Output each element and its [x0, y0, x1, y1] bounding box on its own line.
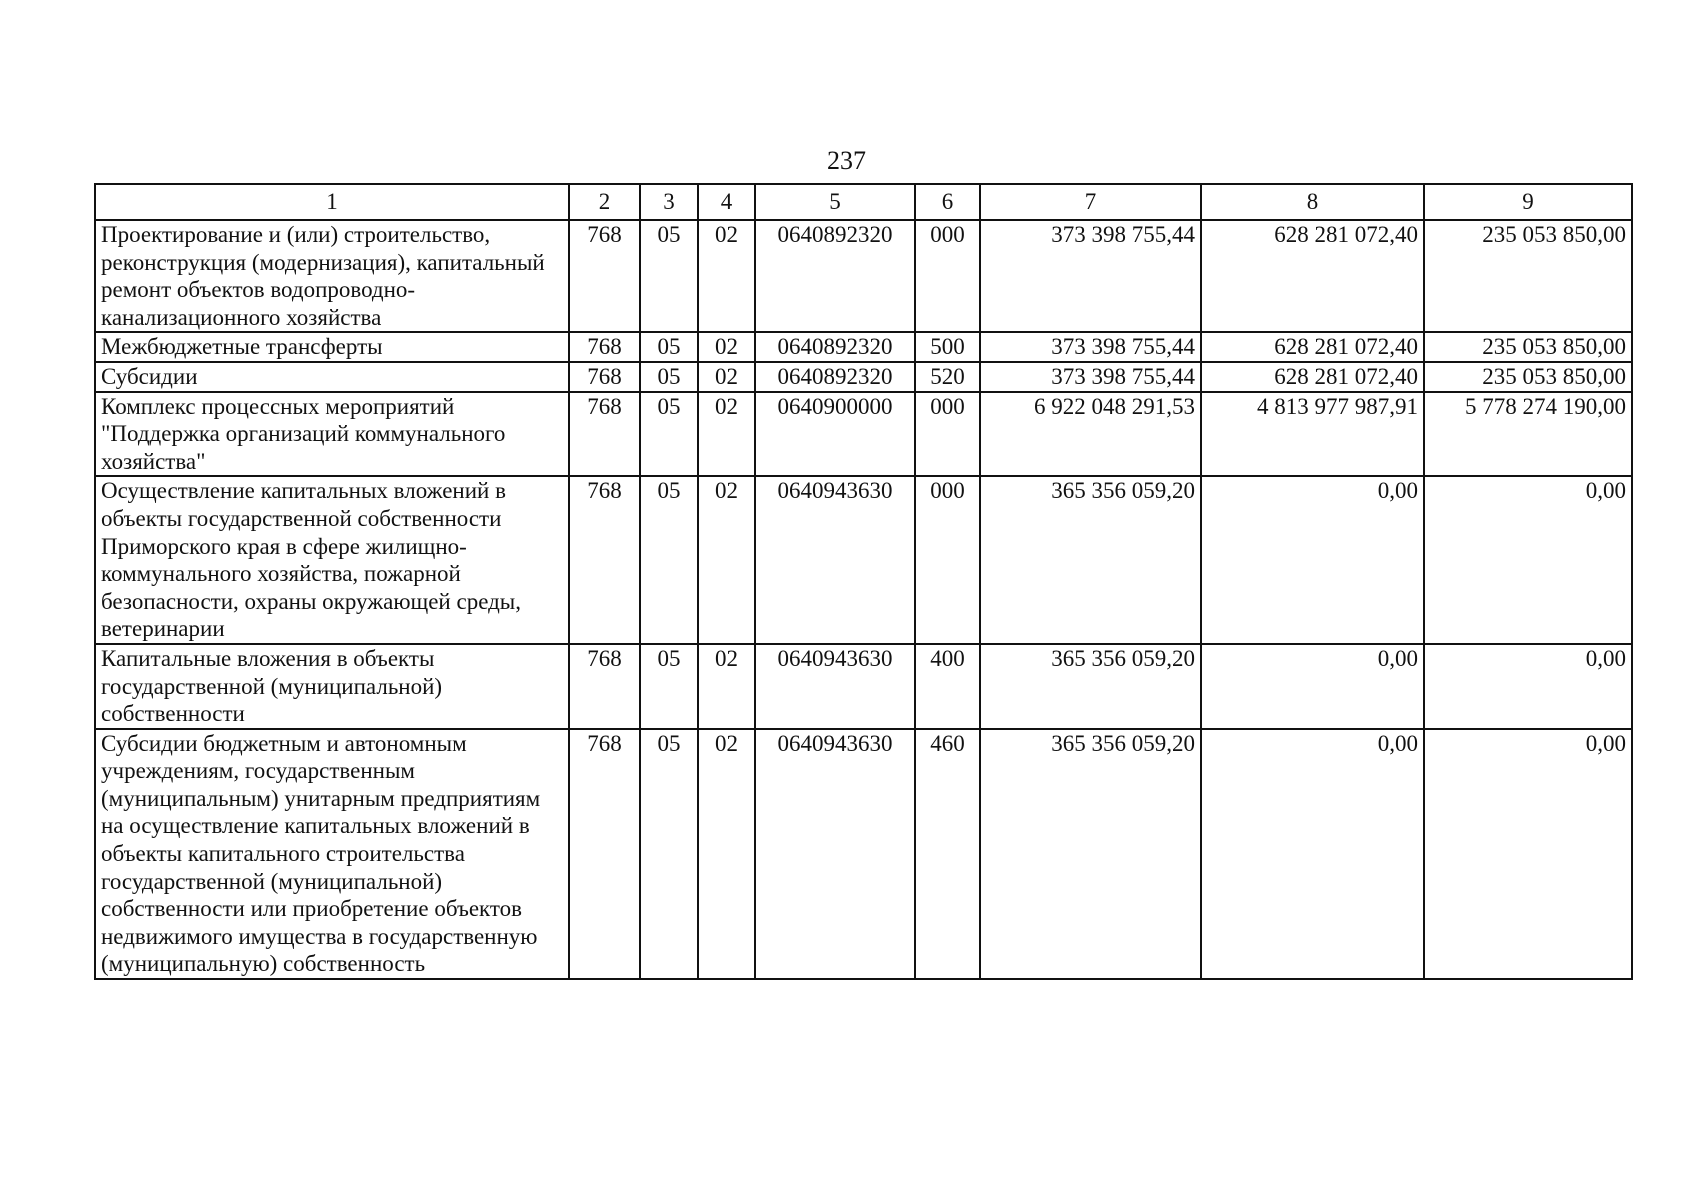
row-amount-col7: 365 356 059,20	[980, 476, 1201, 644]
row-target-code: 0640892320	[755, 220, 915, 332]
row-expense-type: 000	[915, 392, 980, 477]
header-col-1: 1	[95, 184, 569, 220]
row-target-code: 0640943630	[755, 729, 915, 979]
row-ministry-code: 768	[569, 332, 640, 362]
table-row	[95, 332, 1632, 362]
row-amount-col8: 0,00	[1201, 476, 1424, 644]
row-name: Проектирование и (или) строительство, реконструкция (модернизация), капитальный ремонт объектов водопроводно-канализационного хозяйства	[95, 220, 569, 332]
header-col-8: 8	[1201, 184, 1424, 220]
row-section-code: 05	[640, 332, 698, 362]
row-section-code: 05	[640, 729, 698, 979]
header-row	[95, 184, 1632, 220]
row-amount-col8: 0,00	[1201, 729, 1424, 979]
header-col-4: 4	[698, 184, 755, 220]
row-expense-type: 520	[915, 362, 980, 392]
row-subsection-code: 02	[698, 644, 755, 729]
row-target-code: 0640943630	[755, 476, 915, 644]
row-ministry-code: 768	[569, 644, 640, 729]
row-amount-col9: 0,00	[1424, 729, 1632, 979]
row-name: Субсидии	[95, 362, 569, 392]
row-subsection-code: 02	[698, 476, 755, 644]
row-amount-col8: 4 813 977 987,91	[1201, 392, 1424, 477]
row-amount-col9: 235 053 850,00	[1424, 220, 1632, 332]
row-amount-col9: 235 053 850,00	[1424, 362, 1632, 392]
row-name: Межбюджетные трансферты	[95, 332, 569, 362]
row-ministry-code: 768	[569, 729, 640, 979]
row-expense-type: 400	[915, 644, 980, 729]
row-amount-col7: 373 398 755,44	[980, 332, 1201, 362]
header-col-3: 3	[640, 184, 698, 220]
row-amount-col7: 373 398 755,44	[980, 362, 1201, 392]
row-amount-col7: 365 356 059,20	[980, 644, 1201, 729]
row-amount-col8: 628 281 072,40	[1201, 220, 1424, 332]
row-subsection-code: 02	[698, 392, 755, 477]
row-name: Субсидии бюджетным и автономным учреждениям, государственным (муниципальным) унитарным предприятиям на осуществление капитальных вложений в объекты капитального строительства государственной (муниципальной) собственности или приобретение объектов недвижимого имущества в государственную (муниципальную) собственность	[95, 729, 569, 979]
row-amount-col8: 628 281 072,40	[1201, 332, 1424, 362]
table-row	[95, 476, 1632, 644]
row-amount-col9: 0,00	[1424, 476, 1632, 644]
row-subsection-code: 02	[698, 362, 755, 392]
row-ministry-code: 768	[569, 476, 640, 644]
row-name: Капитальные вложения в объекты государственной (муниципальной) собственности	[95, 644, 569, 729]
header-col-6: 6	[915, 184, 980, 220]
row-target-code: 0640892320	[755, 332, 915, 362]
row-expense-type: 000	[915, 476, 980, 644]
row-amount-col7: 365 356 059,20	[980, 729, 1201, 979]
row-amount-col7: 373 398 755,44	[980, 220, 1201, 332]
row-subsection-code: 02	[698, 729, 755, 979]
row-amount-col9: 5 778 274 190,00	[1424, 392, 1632, 477]
table-row	[95, 392, 1632, 477]
table-row	[95, 729, 1632, 979]
row-expense-type: 460	[915, 729, 980, 979]
row-target-code: 0640943630	[755, 644, 915, 729]
header-col-5: 5	[755, 184, 915, 220]
budget-table	[94, 183, 1633, 980]
row-section-code: 05	[640, 644, 698, 729]
row-amount-col7: 6 922 048 291,53	[980, 392, 1201, 477]
header-col-9: 9	[1424, 184, 1632, 220]
row-ministry-code: 768	[569, 392, 640, 477]
table-row	[95, 220, 1632, 332]
row-subsection-code: 02	[698, 220, 755, 332]
table-row	[95, 362, 1632, 392]
row-ministry-code: 768	[569, 220, 640, 332]
table-row	[95, 644, 1632, 729]
row-name: Осуществление капитальных вложений в объекты государственной собственности Приморского края в сфере жилищно-коммунального хозяйства, пожарной безопасности, охраны окружающей среды, ветеринарии	[95, 476, 569, 644]
row-section-code: 05	[640, 476, 698, 644]
row-section-code: 05	[640, 220, 698, 332]
row-subsection-code: 02	[698, 332, 755, 362]
page-number: 237	[827, 146, 866, 175]
row-name: Комплекс процессных мероприятий "Поддержка организаций коммунального хозяйства"	[95, 392, 569, 477]
row-target-code: 0640900000	[755, 392, 915, 477]
row-target-code: 0640892320	[755, 362, 915, 392]
row-amount-col8: 628 281 072,40	[1201, 362, 1424, 392]
row-ministry-code: 768	[569, 362, 640, 392]
row-amount-col9: 0,00	[1424, 644, 1632, 729]
header-col-2: 2	[569, 184, 640, 220]
header-col-7: 7	[980, 184, 1201, 220]
row-amount-col8: 0,00	[1201, 644, 1424, 729]
row-section-code: 05	[640, 362, 698, 392]
row-amount-col9: 235 053 850,00	[1424, 332, 1632, 362]
row-expense-type: 000	[915, 220, 980, 332]
row-expense-type: 500	[915, 332, 980, 362]
row-section-code: 05	[640, 392, 698, 477]
